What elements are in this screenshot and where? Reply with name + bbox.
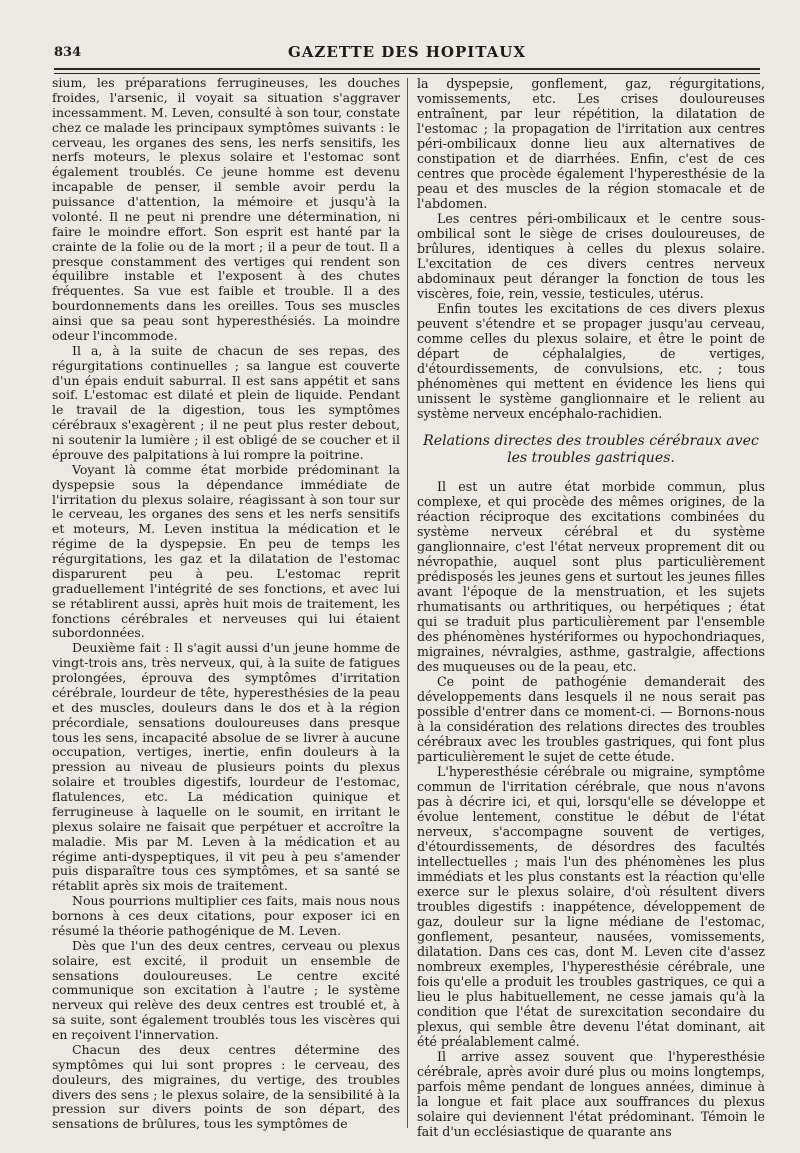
paragraph: Il est un autre état morbide commun, plus complexe, et qui procède des mêmes origines, de la réaction réciproque des excitations combinées du système nerveux cérébral et du système ganglionnaire, c'est l'état nerveux proprement dit ou névropathie, auquel sont plus particulièrement prédisposés les jeunes gens et surtout les jeunes filles avant l'époque de la menstruation, et les sujets rhumatisants ou arthritiques, ou herpétiques ; état qui se traduit plus particulièrement par l'ensemble des phénomènes hystériformes ou hypochondriaques, migraines, névralgies, asthme, gastralgie, affections des muqueuses ou de la peau, etc. xyxy=(417,478,765,674)
paragraph: Voyant là comme état morbide prédominant la dyspepsie sous la dépendance immédiate de l'irritation du plexus solaire, réagissant à son tour sur le cerveau, les organes des sens et les nerfs sensitifs et moteurs, M. Leven institua la médication et le régime de la dyspepsie. En peu de temps les régurgitations, les gaz et la dilatation de l'estomac disparurent peu à peu. L'estomac reprit graduellement l'intégrité de ses fonctions, et avec lui se rétablirent aussi, après huit mois de traitement, les fonctions cérébrales et nerveuses qui lui étaient subordonnées. xyxy=(52,461,400,641)
paragraph: la dyspepsie, gonflement, gaz, régurgitations, vomissements, etc. Les crises douloureuses entraînent, par leur répétition, la dilatation de l'estomac ; la propagation de l'irritation aux centres péri-ombilicaux donne lieu aux alternatives de constipation et de diarrhées. Enfin, c'est de ces centres que procède également l'hyperesthésie de la peau et des muscles de la région stomacale et de l'abdomen. xyxy=(417,76,765,211)
left-column xyxy=(52,76,400,1132)
header-rule-thin xyxy=(54,73,760,74)
page-header xyxy=(54,42,760,64)
header-rule-thick xyxy=(54,68,760,70)
paragraph: Il arrive assez souvent que l'hyperesthésie cérébrale, après avoir duré plus ou moins longtemps, parfois même pendant de longues années, diminue à la longue et fait place aux souffrances du plexus solaire qui deviennent l'état prédominant. Témoin le fait d'un ecclésiastique de quarante ans xyxy=(417,1048,765,1139)
paragraph: Il a, à la suite de chacun de ses repas, des régurgitations continuelles ; sa langue est couverte d'un épais enduit saburral. Il est sans appétit et sans soif. L'estomac est dilaté et plein de liquide. Pendant le travail de la digestion, tous les symptômes cérébraux s'exagèrent ; il ne peut plus rester debout, ni soutenir la lumière ; il est obligé de se coucher et il éprouve des palpitations à lui rompre la poitrine. xyxy=(52,342,400,462)
header-rule xyxy=(54,68,760,74)
journal-title: GAZETTE DES HOPITAUX xyxy=(287,43,526,61)
paragraph: Deuxième fait : Il s'agit aussi d'un jeune homme de vingt-trois ans, très nerveux, qui, à la suite de fatigues prolongées, éprouva des symptômes d'irritation cérébrale, lourdeur de tête, hyperesthésies de la peau et des muscles, douleurs dans le dos et à la région précordiale, sensations douloureuses dans presque tous les sens, incapacité absolue de se livrer à aucune occupation, vertiges, inertie, enfin douleurs à la pression au niveau de plusieurs points du plexus solaire et troubles digestifs, lourdeur de l'estomac, flatulences, etc. La médication quinique et ferrugineuse à laquelle on le soumit, en irritant le plexus solaire ne faisait que perpétuer et accroître la maladie. Mis par M. Leven à la médication et au régime anti-dyspeptiques, il vit peu à peu s'amender puis disparaître tous ces symptômes, et sa santé se rétablit après six mois de traitement. xyxy=(52,640,400,894)
paragraph: Dès que l'un des deux centres, cerveau ou plexus solaire, est excité, il produit un ensemble de sensations douloureuses. Le centre excité communique son excitation à l'autre ; le système nerveux qui relève des deux centres est troublé et, à sa suite, sont également troublés tous les viscères qui en reçoivent l'innervation. xyxy=(52,937,400,1042)
paragraph: Nous pourrions multiplier ces faits, mais nous nous bornons à ces deux citations, pour exposer ici en résumé la théorie pathogénique de M. Leven. xyxy=(52,893,400,938)
paragraph: L'hyperesthésie cérébrale ou migraine, symptôme commun de l'irritation cérébrale, que nous n'avons pas à décrire ici, et qui, lorsqu'elle se développe et évolue lentement, constitue le début de l'état nerveux, s'accompagne souvent de vertiges, d'étourdissements, de désordres des facultés intellectuelles ; mais l'un des phénomènes les plus immédiats et les plus constants est la réaction qu'elle exerce sur le plexus solaire, d'où résultent divers troubles digestifs : inappétence, développement de gaz, douleur sur la ligne médiane de l'estomac, gonflement, pesanteur, nausées, vomissements, dilatation. Dans ces cas, dont M. Leven cite d'assez nombreux exemples, l'hyperesthésie cérébrale, une fois qu'elle a produit les troubles gastriques, ce qui a lieu le plus habituellement, ne cesse jamais qu'à la condition que l'état de surexcitation secondaire du plexus, qui semble être devenu l'état dominant, ait été préalablement calmé. xyxy=(417,763,765,1049)
paragraph: sium, les préparations ferrugineuses, les douches froides, l'arsenic, il voyait sa situation s'aggraver incessamment. M. Leven, consulté à son tour, constate chez ce malade les principaux symptômes suivants : le cerveau, les organes des sens, les nerfs sensitifs, les nerfs moteurs, le plexus solaire et l'estomac sont également troublés. Ce jeune homme est devenu incapable de penser, il semble avoir perdu la puissance d'attention, la mémoire et jusqu'à la volonté. Il ne peut ni prendre une détermination, ni faire le moindre effort. Son esprit est hanté par la crainte de la folie ou de la mort ; il a peur de tout. Il a presque constamment des vertiges qui rendent son équilibre instable et l'exposent à des chutes fréquentes. Sa vue est faible et trouble. Il a des bourdonnements dans les oreilles. Tous ses muscles ainsi que sa peau sont hyperesthésiés. La moindre odeur l'incommode. xyxy=(52,75,400,343)
paragraph: Chacun des deux centres détermine des symptômes qui lui sont propres : le cerveau, des douleurs, des migraines, du vertige, des troubles divers des sens ; le plexus solaire, de la sensibilité à la pression sur divers points de son départ, des sensations de brûlures, tous les symptômes de xyxy=(52,1041,400,1132)
paragraph: Les centres péri-ombilicaux et le centre sous-ombilical sont le siège de crises douloureuses, de brûlures, identiques à celles du plexus solaire. L'excitation de ces divers centres nerveux abdominaux peut déranger la fonction de tous les viscères, foie, rein, vessie, testicules, utérus. xyxy=(417,211,765,301)
page-number: 834 xyxy=(54,45,82,60)
paragraph: Ce point de pathogénie demanderait des développements dans lesquels il ne nous serait pas possible d'entrer dans ce moment-ci. — Bornons-nous à la considération des relations directes des troubles cérébraux avec les troubles gastriques, qui font plus particulièrement le sujet de cette étude. xyxy=(417,673,765,764)
paragraph: Enfin toutes les excitations de ces divers plexus peuvent s'étendre et se propager jusqu'au cerveau, comme celles du plexus solaire, et être le point de départ de céphalalgies, de vertiges, d'étourdissements, de convulsions, etc. ; tous phénomènes qui mettent en évidence les liens qui unissent le système ganglionnaire et le relient au système nerveux encéphalo-rachidien. xyxy=(417,301,765,421)
column-divider xyxy=(407,78,408,1128)
right-column xyxy=(417,76,765,1139)
section-heading: Relations directes des troubles cérébraux avec les troubles gastriques. xyxy=(423,433,759,466)
